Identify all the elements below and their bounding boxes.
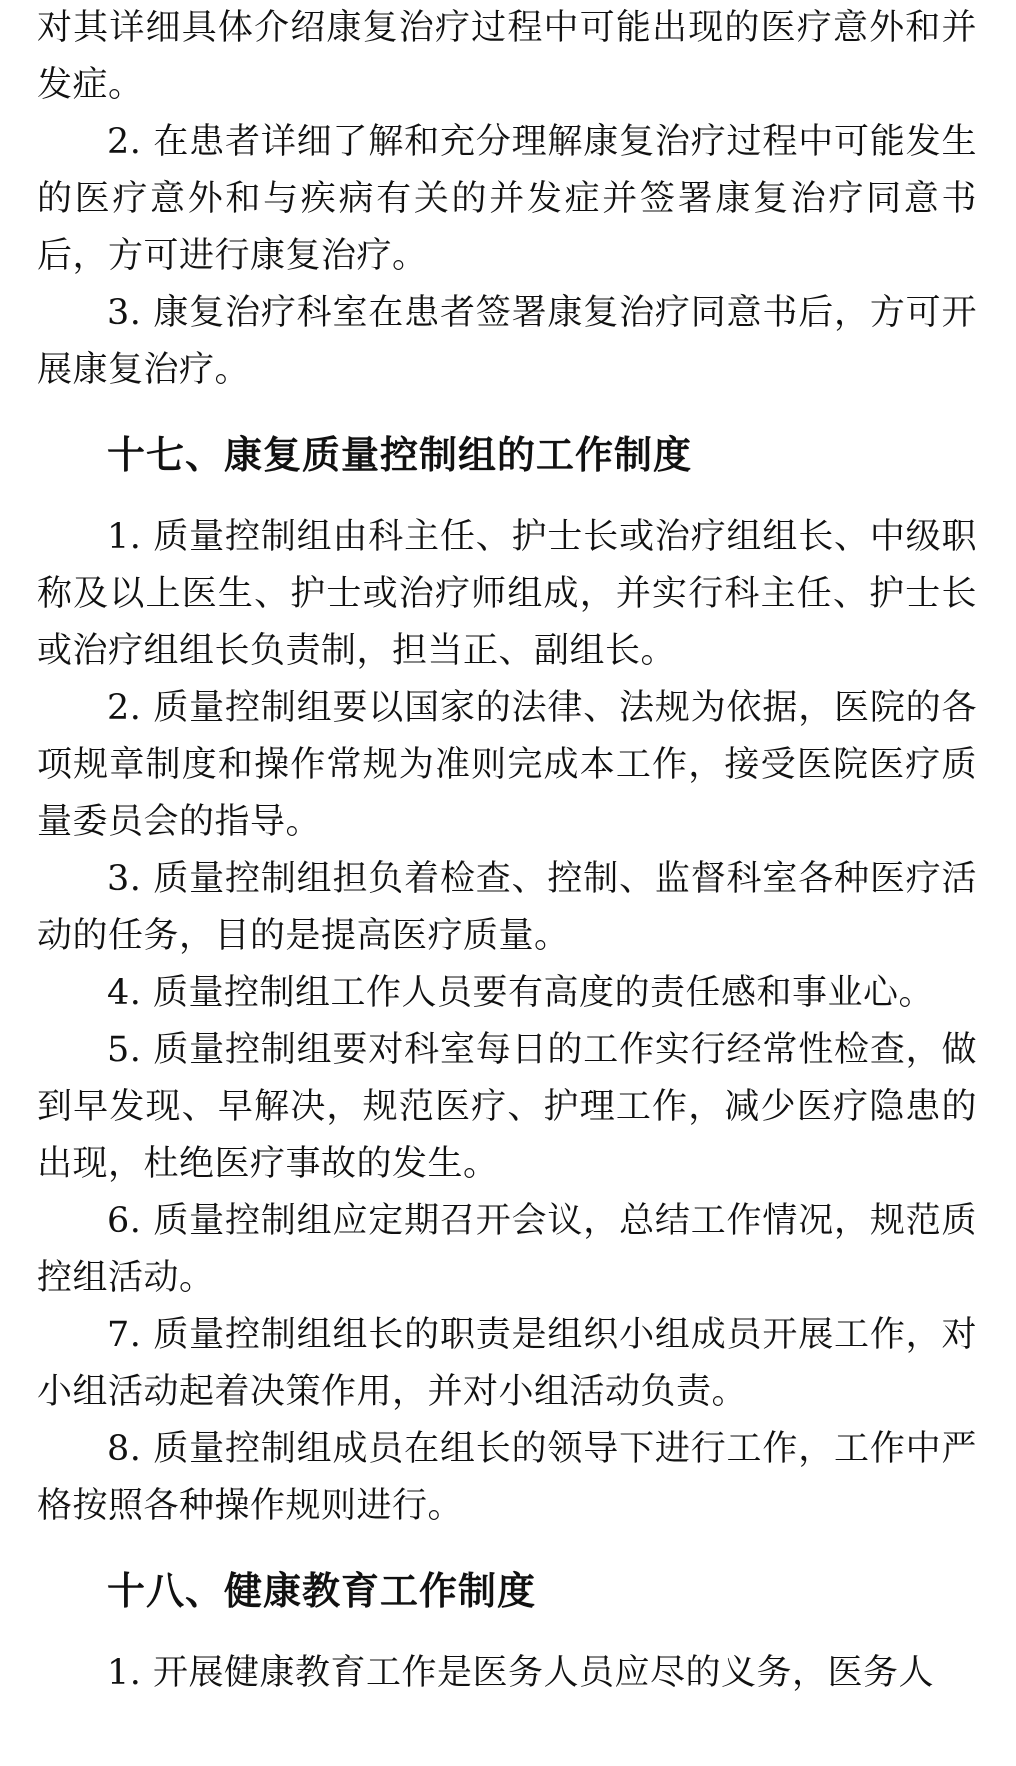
list-item: 3. 质量控制组担负着检查、控制、监督科室各种医疗活动的任务，目的是提高医疗质量。 [37, 859, 977, 956]
paragraph-continuation: 对其详细具体介绍康复治疗过程中可能出现的医疗意外和并发症。 [37, 8, 977, 105]
list-item: 7. 质量控制组组长的职责是组织小组成员开展工作，对小组活动起着决策作用，并对小组活动负责。 [37, 1315, 977, 1412]
section-heading-18: 十八、健康教育工作制度 [107, 1569, 537, 1613]
list-item: 6. 质量控制组应定期召开会议，总结工作情况，规范质控组活动。 [37, 1201, 977, 1298]
spacer [37, 484, 977, 509]
list-item: 2. 在患者详细了解和充分理解康复治疗过程中可能发生的医疗意外和与疾病有关的并发症并签署康复治疗同意书后，方可进行康复治疗。 [37, 122, 977, 276]
document-page [37, 0, 977, 1702]
list-item: 1. 质量控制组由科主任、护士长或治疗组组长、中级职称及以上医生、护士或治疗师组成，并实行科主任、护士长或治疗组组长负责制，担当正、副组长。 [37, 517, 977, 671]
list-item: 3. 康复治疗科室在患者签署康复治疗同意书后，方可开展康复治疗。 [37, 293, 977, 390]
list-item: 5. 质量控制组要对科室每日的工作实行经常性检查，做到早发现、早解决，规范医疗、护理工作，减少医疗隐患的出现，杜绝医疗事故的发生。 [37, 1030, 977, 1184]
list-item: 8. 质量控制组成员在组长的领导下进行工作，工作中严格按照各种操作规则进行。 [37, 1429, 977, 1526]
list-item: 4. 质量控制组工作人员要有高度的责任感和事业心。 [107, 973, 935, 1013]
list-item: 2. 质量控制组要以国家的法律、法规为依据，医院的各项规章制度和操作常规为准则完成本工作，接受医院医疗质量委员会的指导。 [37, 688, 977, 842]
spacer [37, 399, 977, 427]
list-item: 1. 开展健康教育工作是医务人员应尽的义务，医务人 [107, 1653, 935, 1693]
spacer [37, 1535, 977, 1563]
section-heading-17: 十七、康复质量控制组的工作制度 [107, 433, 693, 477]
spacer [37, 1620, 977, 1645]
